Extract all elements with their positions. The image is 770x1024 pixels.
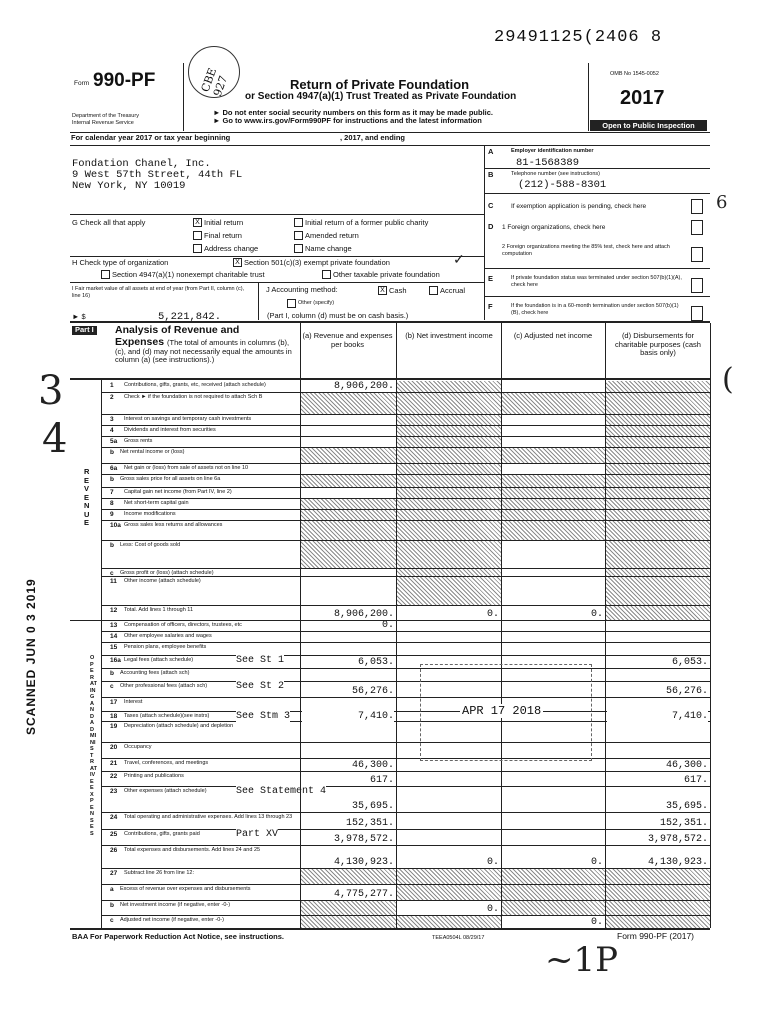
line-label: Gross sales price for all assets on line 6a <box>120 476 221 482</box>
col-d-header: (d) Disbursements for charitable purposes (cash basis only) <box>615 331 701 357</box>
line-label: Dividends and interest from securities <box>124 427 216 433</box>
row-divider <box>101 771 710 772</box>
hatched-cell <box>301 393 396 414</box>
sixty-month-label: If the foundation is in a 60-month termination under section 507(b)(1)(B), check here <box>511 303 679 316</box>
line-label: Total expenses and disbursements. Add lines 24 and 25 <box>124 847 261 853</box>
expenses-side-label: OPERATING AND ADMINISTRATIVE EXPENSES <box>90 655 97 837</box>
line-number: a <box>110 886 114 893</box>
line-number: 3 <box>110 416 114 423</box>
other-method-label: Other (specify) <box>298 300 335 306</box>
row-divider <box>101 642 710 643</box>
hatched-cell <box>502 475 605 487</box>
line-number: 22 <box>110 773 118 780</box>
line-number: 14 <box>110 633 118 640</box>
hatched-cell <box>397 415 501 425</box>
row-divider <box>101 742 710 743</box>
line-number: 10a <box>110 522 121 529</box>
tax-year: 2017 <box>620 87 665 109</box>
col-a-value: 6,053. <box>302 657 394 668</box>
exemption-pending-checkbox[interactable] <box>691 199 703 214</box>
hatched-cell <box>397 426 501 436</box>
letter-c: C <box>488 201 494 210</box>
col-d-value: 152,351. <box>607 818 708 829</box>
hatched-cell <box>502 499 605 509</box>
col-d-value: 46,300. <box>607 760 708 771</box>
form-code: TEEA0504L 08/29/17 <box>432 935 485 941</box>
hatched-cell <box>301 448 396 463</box>
line-label: Net gain or (loss) from sale of assets not on line 10 <box>124 465 249 471</box>
col-a-value: 4,130,923. <box>302 857 394 868</box>
row-divider <box>101 668 710 669</box>
line-number: b <box>110 902 114 909</box>
part-i-desc: (The total of amounts in columns (b), (c), and (d) may not necessarily equal the amounts in column (a) (see instructions).) <box>115 338 292 364</box>
name-change-label: Name change <box>305 244 352 253</box>
s501-checkbox[interactable]: X <box>233 258 242 267</box>
col-b-value: 0. <box>398 857 499 868</box>
initial-former-checkbox[interactable] <box>294 218 303 227</box>
line-number: 27 <box>110 870 118 877</box>
org-city: New York, NY 10019 <box>72 180 186 192</box>
line-reference: See St 2 <box>236 681 285 692</box>
col-d-value: 6,053. <box>607 657 708 668</box>
line-label: Contributions, gifts, grants, etc, received (attach schedule) <box>124 382 266 388</box>
line-label: Interest <box>124 699 143 705</box>
line-number: 15 <box>110 644 118 651</box>
dept-treasury: Department of the Treasury <box>72 113 139 119</box>
line-number: 6a <box>110 465 118 472</box>
form-title: Return of Private Foundation <box>290 77 470 92</box>
line-label: Capital gain net income (from Part IV, line 2) <box>124 489 232 495</box>
i-dollar: ► $ <box>72 312 86 321</box>
line-number: 26 <box>110 847 118 854</box>
line-label: Less: Cost of goods sold <box>120 542 181 548</box>
line-label: Depreciation (attach schedule) and depletion <box>124 723 234 729</box>
line-label: Travel, conferences, and meetings <box>124 760 209 766</box>
line-label: Contributions, gifts, grants paid <box>124 831 200 837</box>
col-a-value: 3,978,572. <box>302 834 394 845</box>
hatched-cell <box>606 569 710 576</box>
line-label: Legal fees (attach schedule) <box>124 657 194 663</box>
line-label: Total. Add lines 1 through 11 <box>124 607 194 613</box>
line-label: Other expenses (attach schedule) <box>124 788 207 794</box>
hatched-cell <box>397 569 501 576</box>
line-number: 25 <box>110 831 118 838</box>
line-number: c <box>110 683 114 690</box>
col-a-value: 8,906,200. <box>302 381 394 392</box>
col-a-value: 617. <box>302 775 394 786</box>
row-divider <box>101 758 710 759</box>
g-label: G Check all that apply <box>72 218 146 227</box>
line-number: b <box>110 476 114 483</box>
cash-basis-note: (Part I, column (d) must be on cash basis.) <box>267 311 409 320</box>
hatched-cell <box>502 901 606 915</box>
irs-label: Internal Revenue Service <box>72 120 134 126</box>
line-number: 23 <box>110 788 118 795</box>
row-divider <box>101 655 710 656</box>
handwritten-initials: ~1P <box>545 940 618 980</box>
hatched-cell <box>301 521 396 540</box>
and-ending-label: , 2017, and ending <box>340 133 406 142</box>
org-name: Fondation Chanel, Inc. <box>72 158 211 170</box>
hatched-cell <box>606 475 710 487</box>
line-label: Subtract line 26 from line 12: <box>124 870 195 876</box>
col-b-header: (b) Net investment income <box>405 331 493 340</box>
hatched-cell <box>606 393 710 414</box>
hatched-cell <box>502 448 605 463</box>
part-i-badge: Part I <box>72 326 97 335</box>
hatched-cell <box>606 869 710 884</box>
initial-former-label: Initial return of a former public charity <box>305 218 429 227</box>
hatched-cell <box>301 916 396 928</box>
handwritten-check: ✓ <box>453 252 465 268</box>
omb-number: OMB No 1545-0052 <box>610 71 659 77</box>
terminated-checkbox[interactable] <box>691 278 703 293</box>
public-inspection-badge: Open to Public Inspection <box>590 120 707 131</box>
line-label: Pension plans, employee benefits <box>124 644 207 650</box>
foreign-85-label: 2 Foreign organizations meeting the 85% test, check here and attach computation <box>502 244 670 257</box>
col-a-value: 46,300. <box>302 760 394 771</box>
line-number: 18 <box>110 713 118 720</box>
hatched-cell <box>502 885 606 900</box>
line-number: 19 <box>110 723 118 730</box>
col-a-value: 0. <box>302 620 394 631</box>
line-number: c <box>110 917 114 924</box>
col-b-value: 0. <box>398 609 499 620</box>
line-reference: See St 1 <box>236 655 285 666</box>
line-number: 16a <box>110 657 121 664</box>
line-number: 1 <box>110 382 114 389</box>
s4947-checkbox[interactable] <box>101 270 110 279</box>
line-label: Printing and publications <box>124 773 184 779</box>
line-label: Other employee salaries and wages <box>124 633 212 639</box>
line-label: Accounting fees (attach sch) <box>120 670 190 676</box>
hatched-cell <box>606 437 710 447</box>
initial-return-label: Initial return <box>204 218 244 227</box>
j-label: J Accounting method: <box>266 285 338 294</box>
cash-checkbox[interactable]: X <box>378 286 387 295</box>
col-a-value: 7,410. <box>302 711 394 722</box>
hatched-cell <box>397 869 501 884</box>
col-d-value: 35,695. <box>607 801 708 812</box>
hatched-cell <box>606 541 710 568</box>
hatched-cell <box>301 510 396 520</box>
part-i-title2: Expenses <box>115 336 165 348</box>
hatched-cell <box>397 437 501 447</box>
initial-return-checkbox[interactable]: X <box>193 218 202 227</box>
part-i-title: Analysis of Revenue and <box>115 324 240 336</box>
col-d-value: 3,978,572. <box>607 834 708 845</box>
line-number: 13 <box>110 622 118 629</box>
hatched-cell <box>502 869 606 884</box>
handwritten-paren: ( <box>722 362 734 397</box>
hatched-cell <box>301 901 396 915</box>
line-number: 9 <box>110 511 114 518</box>
line-number: b <box>110 449 114 456</box>
phone-value: (212)-588-8301 <box>518 179 607 191</box>
hatched-cell <box>606 448 710 463</box>
address-change-checkbox[interactable] <box>193 244 202 253</box>
line-number: c <box>110 570 114 577</box>
line-label: Adjusted net income (if negative, enter -0-) <box>120 917 224 923</box>
exemption-pending-label: If exemption application is pending, check here <box>511 203 647 210</box>
hatched-cell <box>606 464 710 474</box>
h-label: H Check type of organization <box>72 258 169 267</box>
line-number: 24 <box>110 814 118 821</box>
i-label: I Fair market value of all assets at end of year (from Part II, column (c), line 16) <box>72 286 245 299</box>
hatched-cell <box>397 381 501 392</box>
baa-notice: BAA For Paperwork Reduction Act Notice, see instructions. <box>72 932 284 941</box>
line-label: Taxes (attach schedule)(see instrs) <box>124 713 210 719</box>
name-change-checkbox[interactable] <box>294 244 303 253</box>
letter-e: E <box>488 274 494 283</box>
line-label: Gross profit or (loss) (attach schedule) <box>120 570 214 576</box>
col-a-value: 152,351. <box>302 818 394 829</box>
scanned-stamp: SCANNED JUN 0 3 2019 <box>24 578 38 735</box>
hatched-cell <box>397 499 501 509</box>
col-c-value: 0. <box>503 857 603 868</box>
ssn-instruction: ► Do not enter social security numbers on this form as it may be made public. <box>213 108 493 117</box>
hatched-cell <box>502 393 605 414</box>
s4947-label: Section 4947(a)(1) nonexempt charitable trust <box>112 270 265 279</box>
line-label: Net investment income (if negative, enter -0-) <box>120 902 231 908</box>
line-number: 4 <box>110 427 114 434</box>
col-b-value: 0. <box>398 904 499 915</box>
hatched-cell <box>502 521 605 540</box>
hatched-cell <box>606 499 710 509</box>
foreign-85-checkbox[interactable] <box>691 247 703 262</box>
line-number: 7 <box>110 489 114 496</box>
hatched-cell <box>301 869 396 884</box>
hatched-cell <box>606 510 710 520</box>
accrual-label: Accrual <box>440 286 466 295</box>
address-change-label: Address change <box>204 244 259 253</box>
hatched-cell <box>606 488 710 498</box>
handwritten-6: 6 <box>716 192 728 213</box>
hatched-cell <box>397 521 501 540</box>
line-number: 17 <box>110 699 118 706</box>
col-d-value: 617. <box>607 775 708 786</box>
accrual-checkbox[interactable] <box>429 286 438 295</box>
hatched-cell <box>397 885 501 900</box>
line-label: Check ► if the foundation is not required to attach Sch B <box>124 394 263 400</box>
col-a-value: 35,695. <box>302 801 394 812</box>
hatched-cell <box>606 606 710 620</box>
handwritten-4: 4 <box>42 416 68 462</box>
letter-b: B <box>488 170 494 179</box>
col-a-value: 56,276. <box>302 686 394 697</box>
line-label: Gross sales less returns and allowances <box>124 522 223 528</box>
s501-label: Section 501(c)(3) exempt private foundation <box>244 258 390 267</box>
line-label: Occupancy <box>124 744 152 750</box>
hatched-cell <box>301 475 396 487</box>
circle-stamp: CBE 927 <box>188 46 240 98</box>
form-footer-ref: Form 990-PF (2017) <box>617 931 694 941</box>
letter-a: A <box>488 147 494 156</box>
phone-label: Telephone number (see instructions) <box>511 171 600 177</box>
other-taxable-checkbox[interactable] <box>322 270 331 279</box>
line-label: Excess of revenue over expenses and disbursements <box>120 886 251 892</box>
line-number: 20 <box>110 744 118 751</box>
line-label: Other income (attach schedule) <box>124 578 201 584</box>
col-c-header: (c) Adjusted net income <box>513 331 593 340</box>
row-divider <box>101 829 710 830</box>
form-prefix: Form <box>74 80 90 87</box>
col-d-value: 56,276. <box>607 686 708 697</box>
line-reference: See Stm 3 <box>236 711 291 722</box>
hatched-cell <box>606 381 710 392</box>
hatched-cell <box>301 541 396 568</box>
amended-return-label: Amended return <box>305 231 359 240</box>
foreign-org-checkbox[interactable] <box>691 220 703 235</box>
hatched-cell <box>397 464 501 474</box>
line-label: Income modifications <box>124 511 176 517</box>
col-d-value: 7,410. <box>607 711 708 722</box>
other-taxable-label: Other taxable private foundation <box>333 270 440 279</box>
other-method-checkbox[interactable] <box>287 299 296 308</box>
line-label: Other professional fees (attach sch) <box>120 683 208 689</box>
hatched-cell <box>502 488 605 498</box>
ein-value: 81-1568389 <box>516 157 580 169</box>
fmv-value: 5,221,842. <box>158 311 222 323</box>
row-divider <box>101 681 710 682</box>
final-return-checkbox[interactable] <box>193 231 202 240</box>
line-number: 2 <box>110 394 114 401</box>
line-label: Total operating and administrative expenses. Add lines 13 through 23 <box>124 814 293 820</box>
hatched-cell <box>606 415 710 425</box>
ein-label: Employer identification number <box>511 148 594 154</box>
hatched-cell <box>397 393 501 414</box>
line-number: 8 <box>110 500 114 507</box>
document-locator-number: 29491125(2406 8 <box>494 28 663 47</box>
handwritten-3: 3 <box>38 368 64 414</box>
hatched-cell <box>397 541 501 568</box>
row-divider <box>101 697 710 698</box>
line-label: Net short-term capital gain <box>124 500 189 506</box>
line-label: Net rental income or (loss) <box>120 449 185 455</box>
line-number: 12 <box>110 607 118 614</box>
col-c-value: 0. <box>503 609 603 620</box>
row-divider <box>101 786 710 787</box>
final-return-label: Final return <box>204 231 242 240</box>
hatched-cell <box>397 510 501 520</box>
col-a-value: 8,906,200. <box>302 609 394 620</box>
hatched-cell <box>397 475 501 487</box>
hatched-cell <box>606 521 710 540</box>
line-number: b <box>110 670 114 677</box>
revenue-side-label: REVENUE <box>84 467 90 527</box>
line-label: Compensation of officers, directors, trustees, etc <box>124 622 242 628</box>
form-number: 990-PF <box>93 70 156 91</box>
hatched-cell <box>606 577 710 605</box>
hatched-cell <box>606 901 710 915</box>
hatched-cell <box>502 510 605 520</box>
hatched-cell <box>397 916 501 928</box>
amended-return-checkbox[interactable] <box>294 231 303 240</box>
sixty-month-checkbox[interactable] <box>691 306 703 321</box>
hatched-cell <box>301 499 396 509</box>
hatched-cell <box>606 885 710 900</box>
col-a-header: (a) Revenue and expenses per books <box>302 331 393 349</box>
hatched-cell <box>606 916 710 928</box>
hatched-cell <box>397 488 501 498</box>
received-date: APR 17 2018 <box>462 704 542 718</box>
line-number: 21 <box>110 760 118 767</box>
calendar-year-label: For calendar year 2017 or tax year beginning <box>71 133 231 142</box>
irs-url-instruction: ► Go to www.irs.gov/Form990PF for instructions and the latest information <box>213 116 482 125</box>
org-street: 9 West 57th Street, 44th FL <box>72 169 243 181</box>
col-a-value: 4,775,277. <box>302 889 394 900</box>
letter-f: F <box>488 302 493 311</box>
line-reference: See Statement 4 <box>236 786 327 797</box>
line-reference: Part XV <box>236 829 279 840</box>
terminated-label: If private foundation status was terminated under section 507(b)(1)(A), check here <box>511 275 682 288</box>
letter-d: D <box>488 222 494 231</box>
row-divider <box>101 845 710 846</box>
form-subtitle: or Section 4947(a)(1) Trust Treated as Private Foundation <box>245 91 517 102</box>
row-divider <box>101 631 710 632</box>
line-number: 11 <box>110 578 117 585</box>
hatched-cell <box>397 577 501 605</box>
foreign-org-label: 1 Foreign organizations, check here <box>502 224 606 231</box>
cash-label: Cash <box>389 286 407 295</box>
row-divider <box>101 812 710 813</box>
hatched-cell <box>606 426 710 436</box>
line-number: b <box>110 542 114 549</box>
line-label: Gross rents <box>124 438 153 444</box>
hatched-cell <box>397 448 501 463</box>
line-number: 5a <box>110 438 118 445</box>
col-c-value: 0. <box>503 917 603 928</box>
col-d-value: 4,130,923. <box>607 857 708 868</box>
line-label: Interest on savings and temporary cash investments <box>124 416 252 422</box>
